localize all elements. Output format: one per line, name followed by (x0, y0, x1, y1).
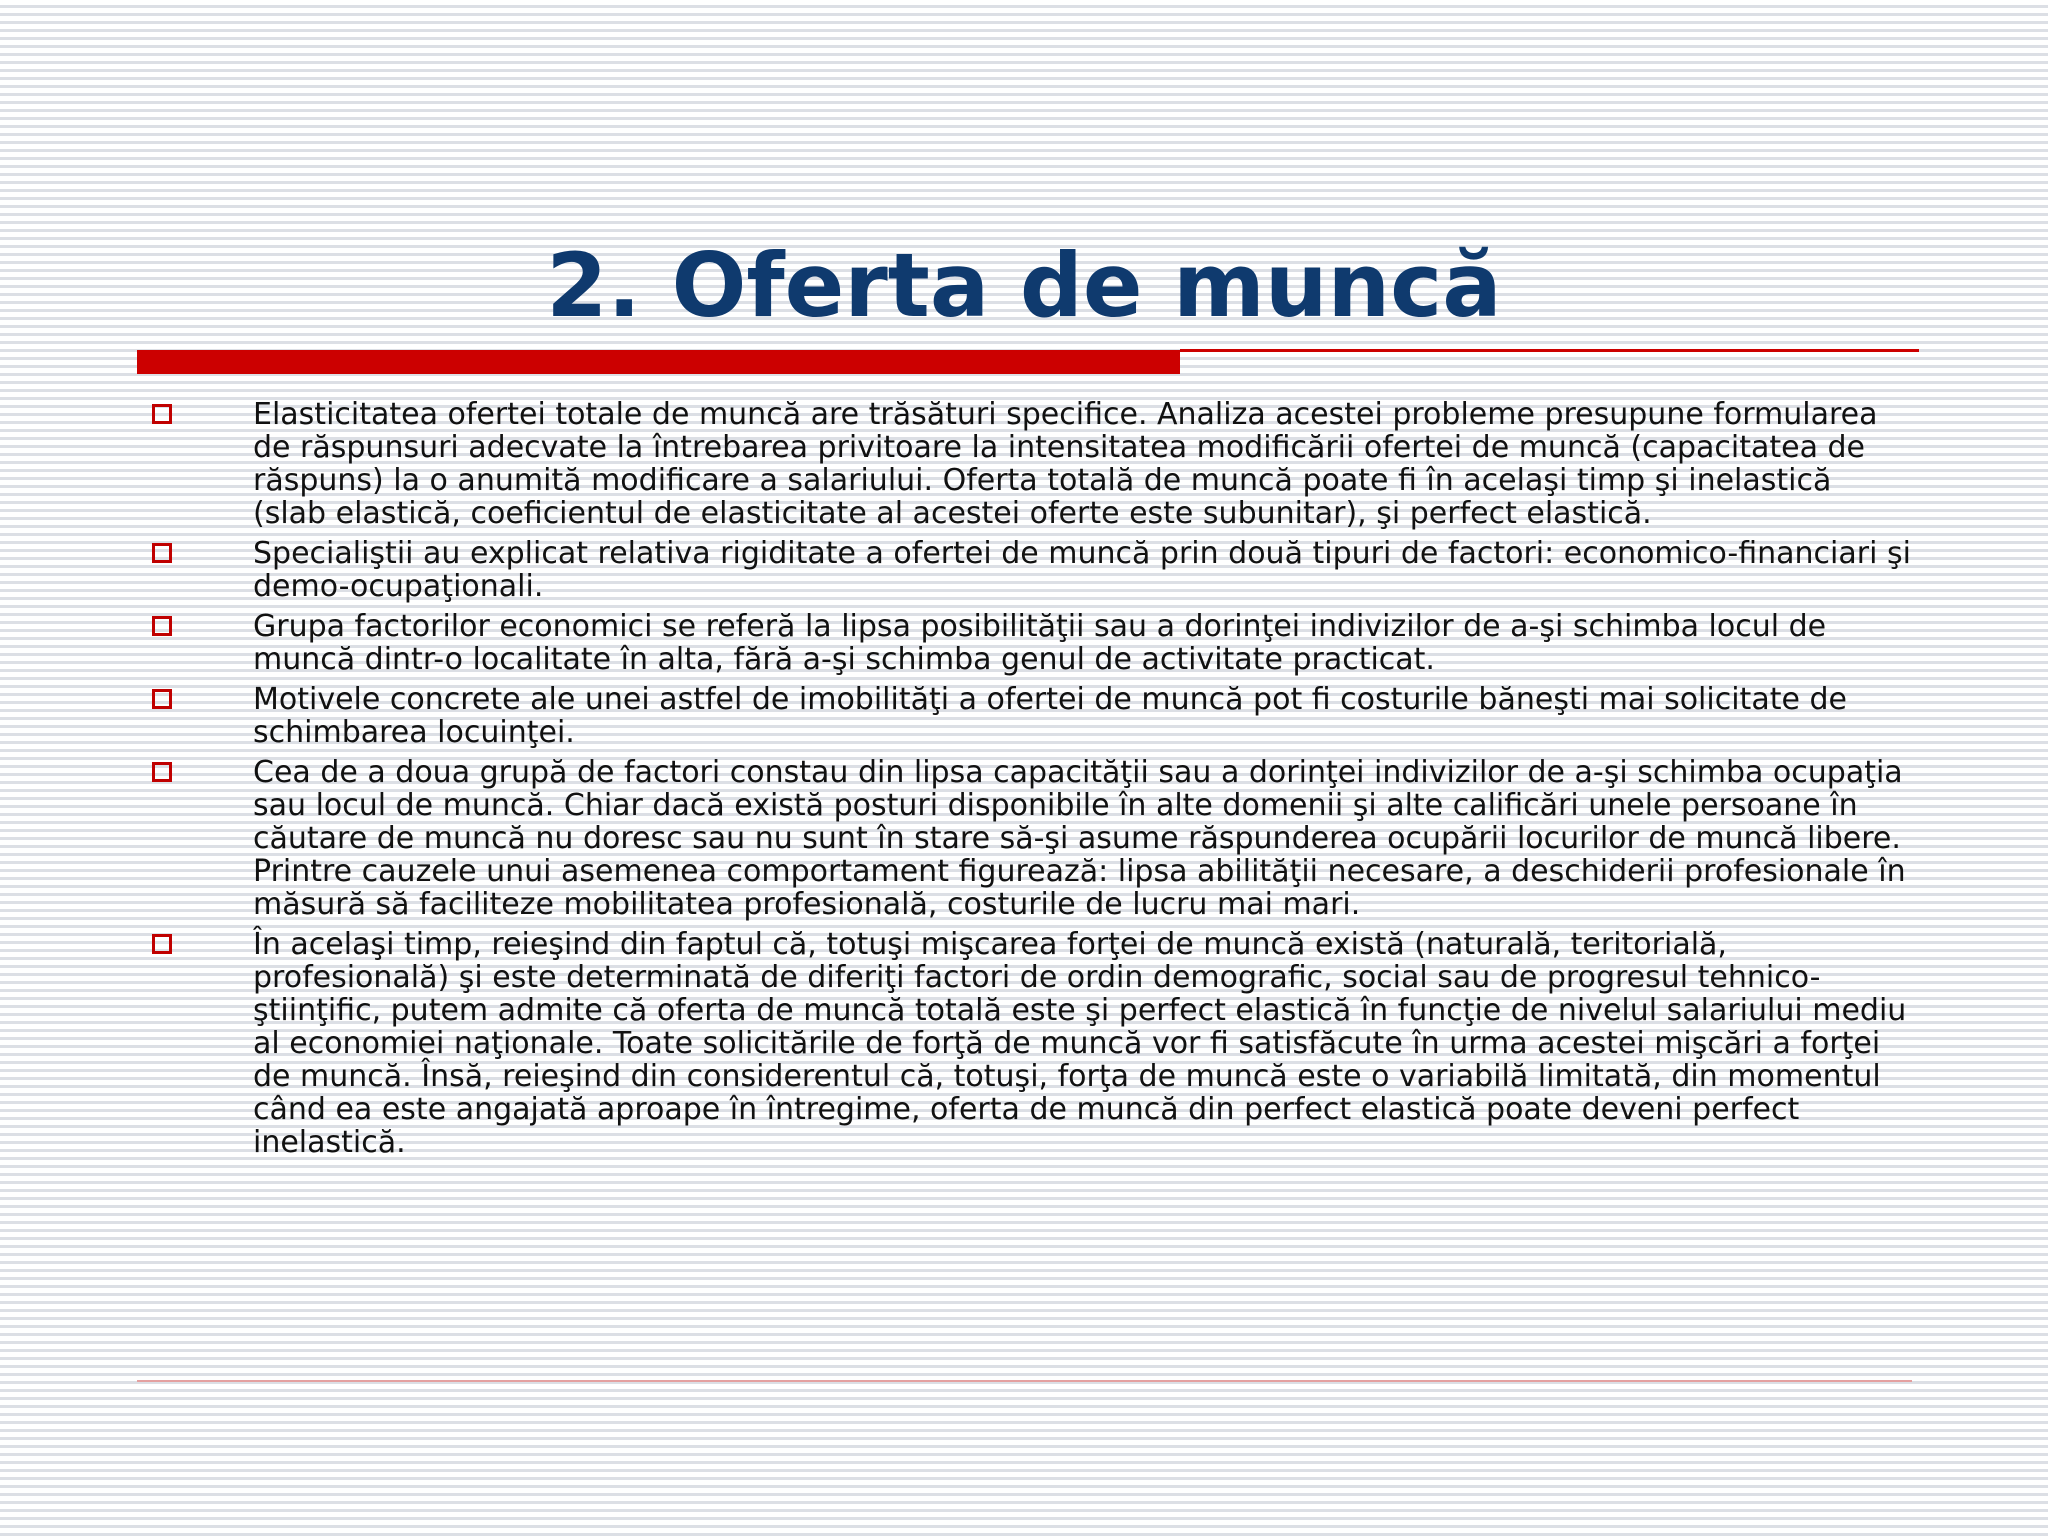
bullet-list (0, 398, 2048, 1166)
hollow-square-icon (152, 404, 172, 424)
hollow-square-icon (152, 689, 172, 709)
title-underline-thin (1180, 349, 1919, 352)
hollow-square-icon (152, 616, 172, 636)
footer-divider (137, 1380, 1912, 1382)
title-underline-thick (137, 350, 1180, 374)
bullet-item (0, 610, 2048, 676)
bullet-item (0, 537, 2048, 603)
slide-title: 2. Oferta de muncă (546, 234, 1502, 337)
bullet-item (0, 928, 2048, 1159)
bullet-text: Cea de a doua grupă de factori constau din lipsa capacităţii sau a dorinţei indivizilor de a-şi schimba ocupaţia sau locul de muncă. Chiar dacă există posturi disponibile în alte domenii şi alte calificări unele persoane în căutare de muncă nu doresc sau nu sunt în stare să-şi asume răspunderea ocupării locurilor de muncă libere. Printre cauzele unui asemenea comportament figurează: lipsa abilităţii necesare, a deschiderii profesionale în măsură să faciliteze mobilitatea profesională, costurile de lucru mai mari. (253, 755, 1906, 922)
bullet-item (0, 398, 2048, 530)
bullet-text: În acelaşi timp, reieşind din faptul că, totuşi mişcarea forţei de muncă există (naturală, teritorială, profesională) şi este determinată de diferiţi factori de ordin demografic, social sau de progresul tehnico-ştiinţific, putem admite că oferta de muncă totală este şi perfect elastică în funcţie de nivelul salariului mediu al economiei naţionale. Toate solicitările de forţă de muncă vor fi satisfăcute în urma acestei mişcări a forţei de muncă. Însă, reieşind din considerentul că, totuşi, forţa de muncă este o variabilă limitată, din momentul când ea este angajată aproape în întregime, oferta de muncă din perfect elastică poate deveni perfect inelastică. (253, 927, 1907, 1160)
hollow-square-icon (152, 934, 172, 954)
bullet-item (0, 756, 2048, 921)
bullet-text: Motivele concrete ale unei astfel de imobilităţi a ofertei de muncă pot fi costurile băneşti mai solicitate de schimbarea locuinţei. (253, 682, 1847, 750)
hollow-square-icon (152, 543, 172, 563)
bullet-text: Elasticitatea ofertei totale de muncă are trăsături specifice. Analiza acestei probleme presupune formularea de răspunsuri adecvate la întrebarea privitoare la intensitatea modificării ofertei de muncă (capacitatea de răspuns) la o anumită modificare a salariului. Oferta totală de muncă poate fi în acelaşi timp şi inelastică (slab elastică, coeficientul de elasticitate al acestei oferte este subunitar), şi perfect elastică. (253, 397, 1878, 531)
bullet-item (0, 683, 2048, 749)
bullet-text: Grupa factorilor economici se referă la lipsa posibilităţii sau a dorinţei indivizilor de a-şi schimba locul de muncă dintr-o localitate în alta, fără a-şi schimba genul de activitate practicat. (253, 609, 1827, 677)
bullet-text: Specialiştii au explicat relativa rigiditate a ofertei de muncă prin două tipuri de factori: economico-financiari şi demo-ocupaţionali. (253, 536, 1911, 604)
hollow-square-icon (152, 762, 172, 782)
